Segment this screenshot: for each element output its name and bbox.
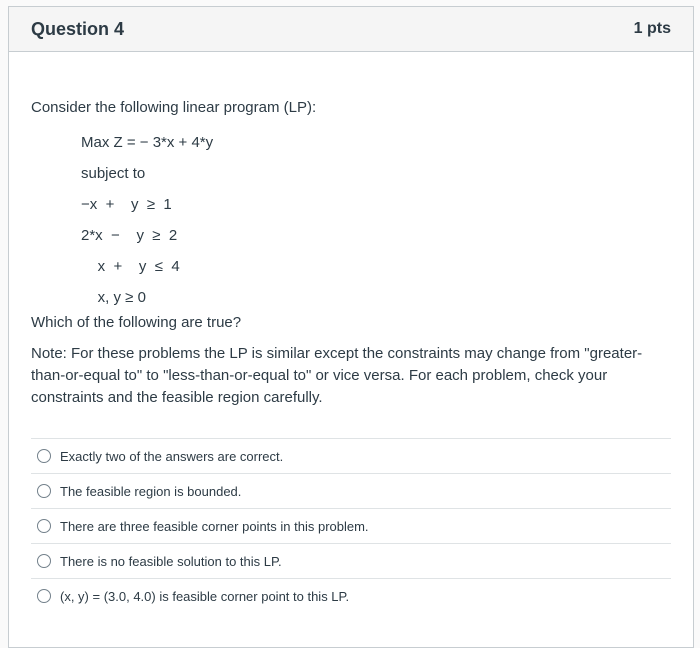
radio-button[interactable] bbox=[37, 589, 51, 603]
subject-to-line: subject to bbox=[81, 165, 146, 182]
question-title: Question 4 bbox=[31, 18, 125, 39]
nonnegativity-line: x, y ≥ 0 bbox=[81, 289, 146, 306]
answer-label: There is no feasible solution to this LP. bbox=[60, 553, 282, 569]
radio-button[interactable] bbox=[37, 519, 51, 533]
constraint-3: x + y ≤ 4 bbox=[81, 258, 180, 275]
constraint-2: 2*x − y ≥ 2 bbox=[81, 227, 178, 244]
answer-label: There are three feasible corner points in this problem. bbox=[60, 518, 369, 534]
answer-label: Exactly two of the answers are correct. bbox=[60, 448, 284, 464]
answer-list bbox=[31, 438, 671, 613]
question-header bbox=[9, 7, 693, 52]
question-note: Note: For these problems the LP is similar except the constraints may change from "greater-than-or-equal to" to "less-than-or-equal to" or vice versa. For each problem, check your constraints and the feasible region carefully. bbox=[31, 345, 643, 406]
answer-option[interactable] bbox=[31, 578, 671, 613]
radio-button[interactable] bbox=[37, 554, 51, 568]
question-prompt: Which of the following are true? bbox=[31, 314, 242, 331]
answer-label: The feasible region is bounded. bbox=[60, 483, 242, 499]
objective-line: Max Z = − 3*x + 4*y bbox=[81, 134, 214, 151]
constraint-1: −x + y ≥ 1 bbox=[81, 196, 172, 213]
answer-option[interactable] bbox=[31, 508, 671, 543]
question-points: 1 pts bbox=[633, 20, 671, 37]
answer-option[interactable] bbox=[31, 438, 671, 473]
question-card bbox=[8, 6, 694, 648]
answer-option[interactable] bbox=[31, 473, 671, 508]
answer-option[interactable] bbox=[31, 543, 671, 578]
answer-label: (x, y) = (3.0, 4.0) is feasible corner point to this LP. bbox=[60, 588, 350, 604]
linear-program bbox=[81, 127, 213, 313]
question-intro: Consider the following linear program (LP): bbox=[31, 99, 317, 116]
radio-button[interactable] bbox=[37, 449, 51, 463]
radio-button[interactable] bbox=[37, 484, 51, 498]
